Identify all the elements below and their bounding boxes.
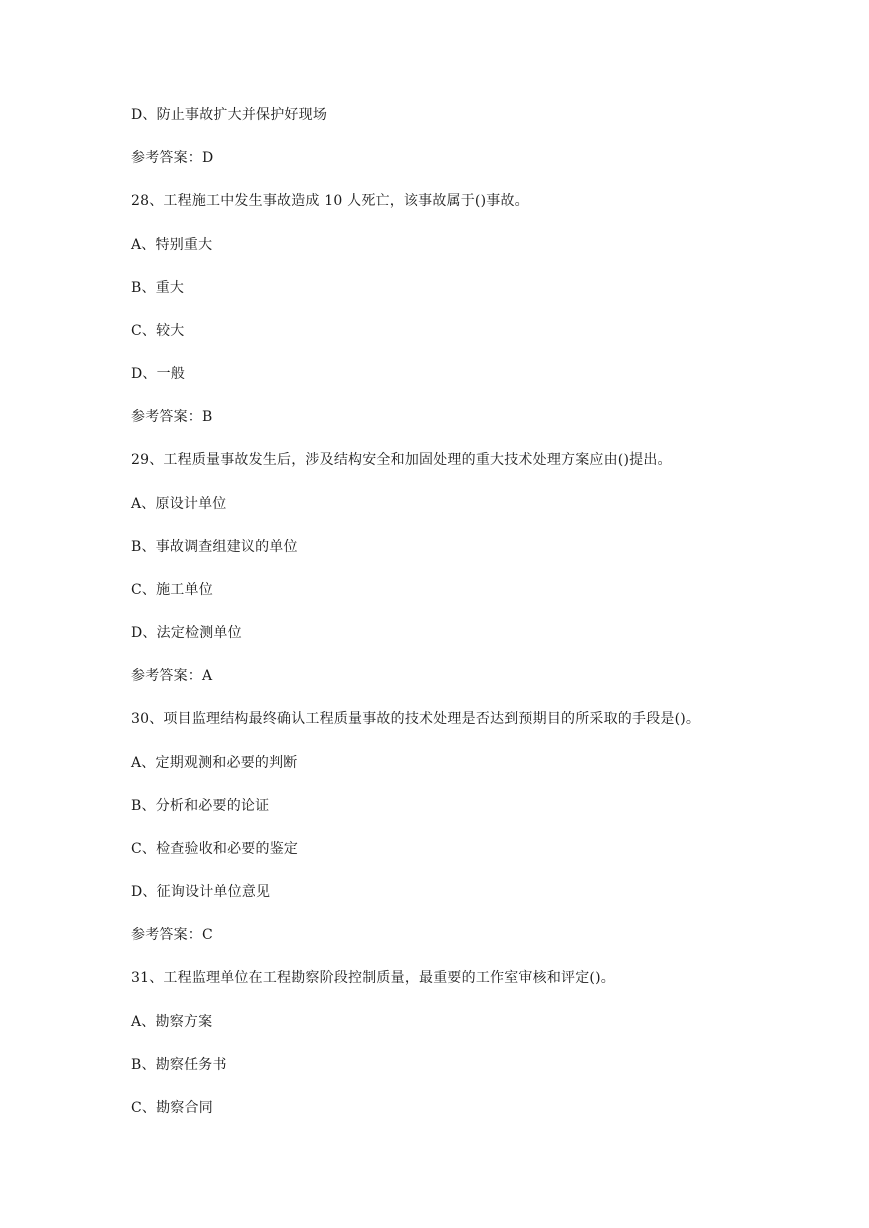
- question-text: 28、工程施工中发生事故造成 10 人死亡，该事故属于()事故。: [131, 193, 529, 209]
- question-text: 31、工程监理单位在工程勘察阶段控制质量，最重要的工作室审核和评定()。: [131, 970, 615, 986]
- option-text: B、重大: [131, 280, 185, 296]
- option-text: D、一般: [131, 366, 186, 382]
- option-text: B、勘察任务书: [131, 1057, 227, 1073]
- answer-text: 参考答案：C: [131, 927, 213, 943]
- option-text: B、事故调查组建议的单位: [131, 539, 298, 555]
- option-text: C、勘察合同: [131, 1100, 213, 1116]
- option-text: C、检查验收和必要的鉴定: [131, 841, 299, 857]
- question-text: 29、工程质量事故发生后，涉及结构安全和加固处理的重大技术处理方案应由()提出。: [131, 452, 672, 468]
- question-text: 30、项目监理结构最终确认工程质量事故的技术处理是否达到预期目的所采取的手段是()。: [131, 711, 701, 727]
- answer-text: 参考答案：B: [131, 409, 213, 425]
- option-text: D、防止事故扩大并保护好现场: [131, 107, 328, 123]
- option-text: A、原设计单位: [131, 496, 227, 512]
- option-text: C、施工单位: [131, 582, 213, 598]
- option-text: D、法定检测单位: [131, 625, 242, 641]
- option-text: B、分析和必要的论证: [131, 798, 270, 814]
- option-text: D、征询设计单位意见: [131, 884, 271, 900]
- option-text: A、特别重大: [131, 237, 213, 253]
- option-text: C、较大: [131, 323, 185, 339]
- answer-text: 参考答案：A: [131, 668, 213, 684]
- option-text: A、勘察方案: [131, 1014, 213, 1030]
- answer-text: 参考答案：D: [131, 150, 214, 166]
- option-text: A、定期观测和必要的判断: [131, 755, 298, 771]
